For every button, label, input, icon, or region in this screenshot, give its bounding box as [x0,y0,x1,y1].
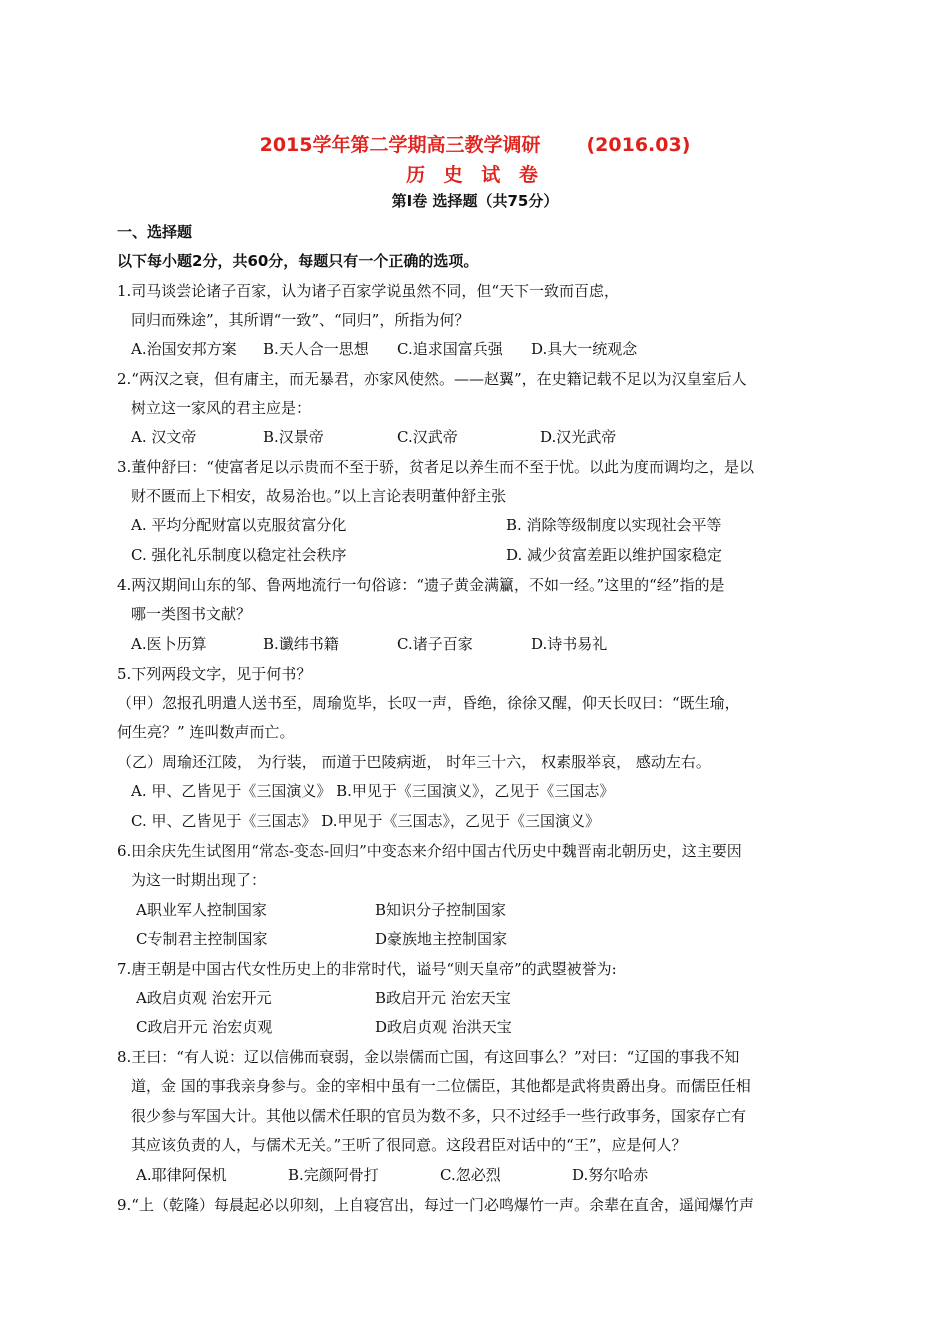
exam-title [0,130,950,157]
q1-option-d: D.具大一统观念 [531,340,638,358]
q7-option-c: C政启开元 治宏贞观 [136,1018,273,1036]
q8-stem-cont-3: 其应该负责的人，与儒术无关。”王听了很同意。这段君臣对话中的“王”，应是何人？ [131,1136,687,1154]
q8-option-a: A.耶律阿保机 [136,1166,227,1184]
subject-title: 历 史 试 卷 [406,164,544,186]
q6-option-c: C专制君主控制国家 [136,930,268,948]
part-title: 第Ⅰ卷 选择题（共75分） [391,192,559,210]
section-instruction: 以下每小题2分，共60分，每题只有一个正确的选项。 [117,252,479,270]
q8-option-b: B.完颜阿骨打 [288,1166,379,1184]
q8-option-d: D.努尔哈赤 [572,1166,649,1184]
q7-option-b: B政启开元 治宏天宝 [375,989,511,1007]
q1-option-c: C.追求国富兵强 [397,340,503,358]
q3-option-c: C. 强化礼乐制度以稳定社会秩序 [131,546,347,564]
q5-passage-b: （乙）周瑜还江陵， 为行装， 而道于巴陵病逝， 时年三十六， 权素服举哀， 感动左右。 [117,753,711,771]
q4-option-a: A.医卜历算 [131,635,207,653]
q8-option-c: C.忽必烈 [440,1166,501,1184]
q5-passage-a: （甲）忽报孔明遣人送书至，周瑜览毕，长叹一声，昏绝，徐徐又醒，仰天长叹曰：“既生瑜， [117,694,740,712]
q6-option-d: D豪族地主控制国家 [375,930,508,948]
q3-option-b: B. 消除等级制度以实现社会平等 [506,516,722,534]
q4-stem-cont: 哪一类图书文献？ [131,605,252,623]
q8-stem: 8.王曰：“有人说：辽以信佛而衰弱，金以崇儒而亡国，有这回事么？”对曰：“辽国的事我不知 [117,1048,740,1066]
q2-option-d: D.汉光武帝 [540,428,617,446]
q3-option-a: A. 平均分配财富以克服贫富分化 [131,516,347,534]
q9-stem: 9.“上（乾隆）每晨起必以卯刻，上自寝宫出，每过一门必鸣爆竹一声。余辈在直舍，遥闻爆竹声 [117,1196,754,1214]
q5-option-ab: A. 甲、乙皆见于《三国演义》 B.甲见于《三国演义》，乙见于《三国志》 [131,782,615,800]
q6-option-b: B知识分子控制国家 [375,901,507,919]
q3-option-d: D. 减少贫富差距以维护国家稳定 [506,546,723,564]
q4-option-d: D.诗书易礼 [531,635,608,653]
q5-passage-a-cont: 何生亮？” 连叫数声而亡。 [117,723,295,741]
q1-stem-cont: 同归而殊途”，其所谓“一致”、“同归”，所指为何？ [131,311,470,329]
q8-stem-cont-2: 很少参与军国大计。其他以儒术任职的官员为数不多，只不过经手一些行政事务，国家存亡有 [131,1107,747,1125]
q6-stem: 6.田余庆先生试图用“常态-变态-回归”中变态来介绍中国古代历史中魏晋南北朝历史，这主要因 [117,842,742,860]
q1-option-b: B.天人合一思想 [263,340,369,358]
q1-stem: 1.司马谈尝论诸子百家，认为诸子百家学说虽然不同，但“天下一致而百虑， [117,282,619,300]
q8-stem-cont-1: 道，金 国的事我亲身参与。金的宰相中虽有一二位儒臣，其他都是武将贵爵出身。而儒臣任相 [131,1077,751,1095]
q5-option-cd: C. 甲、乙皆见于《三国志》 D.甲见于《三国志》，乙见于《三国演义》 [131,812,601,830]
q7-option-d: D政启贞观 治洪天宝 [375,1018,512,1036]
q4-option-b: B.谶纬书籍 [263,635,339,653]
q2-stem: 2.“两汉之衰，但有庸主，而无暴君，亦家风使然。——赵翼”，在史籍记载不足以为汉皇室后人 [117,370,747,388]
q6-stem-cont: 为这一时期出现了： [131,871,267,889]
exam-title-main: 2015学年第二学期高三教学调研 [259,134,541,156]
q2-stem-cont: 树立这一家风的君主应是： [131,399,312,417]
q4-stem: 4.两汉期间山东的邹、鲁两地流行一句俗谚：“遗子黄金满籯，不如一经。”这里的“经”指的是 [117,576,725,594]
section-heading: 一、选择题 [117,223,193,241]
q2-option-a: A. 汉文帝 [131,428,197,446]
q4-option-c: C.诸子百家 [397,635,473,653]
q5-stem: 5.下列两段文字，见于何书？ [117,665,312,683]
q2-option-b: B.汉景帝 [263,428,324,446]
q7-stem: 7.唐王朝是中国古代女性历史上的非常时代，谥号“则天皇帝”的武曌被誉为: [117,960,617,978]
q3-stem-cont: 财不匮而上下相安，故易治也。”以上言论表明董仲舒主张 [131,487,507,505]
q6-option-a: A职业军人控制国家 [136,901,267,919]
q2-option-c: C.汉武帝 [397,428,458,446]
q7-option-a: A政启贞观 治宏开元 [136,989,272,1007]
q1-option-a: A.治国安邦方案 [131,340,237,358]
exam-title-date: (2016.03) [586,134,691,156]
q3-stem: 3.董仲舒曰：“使富者足以示贵而不至于骄，贫者足以养生而不至于忧。以此为度而调均之，是以 [117,458,754,476]
